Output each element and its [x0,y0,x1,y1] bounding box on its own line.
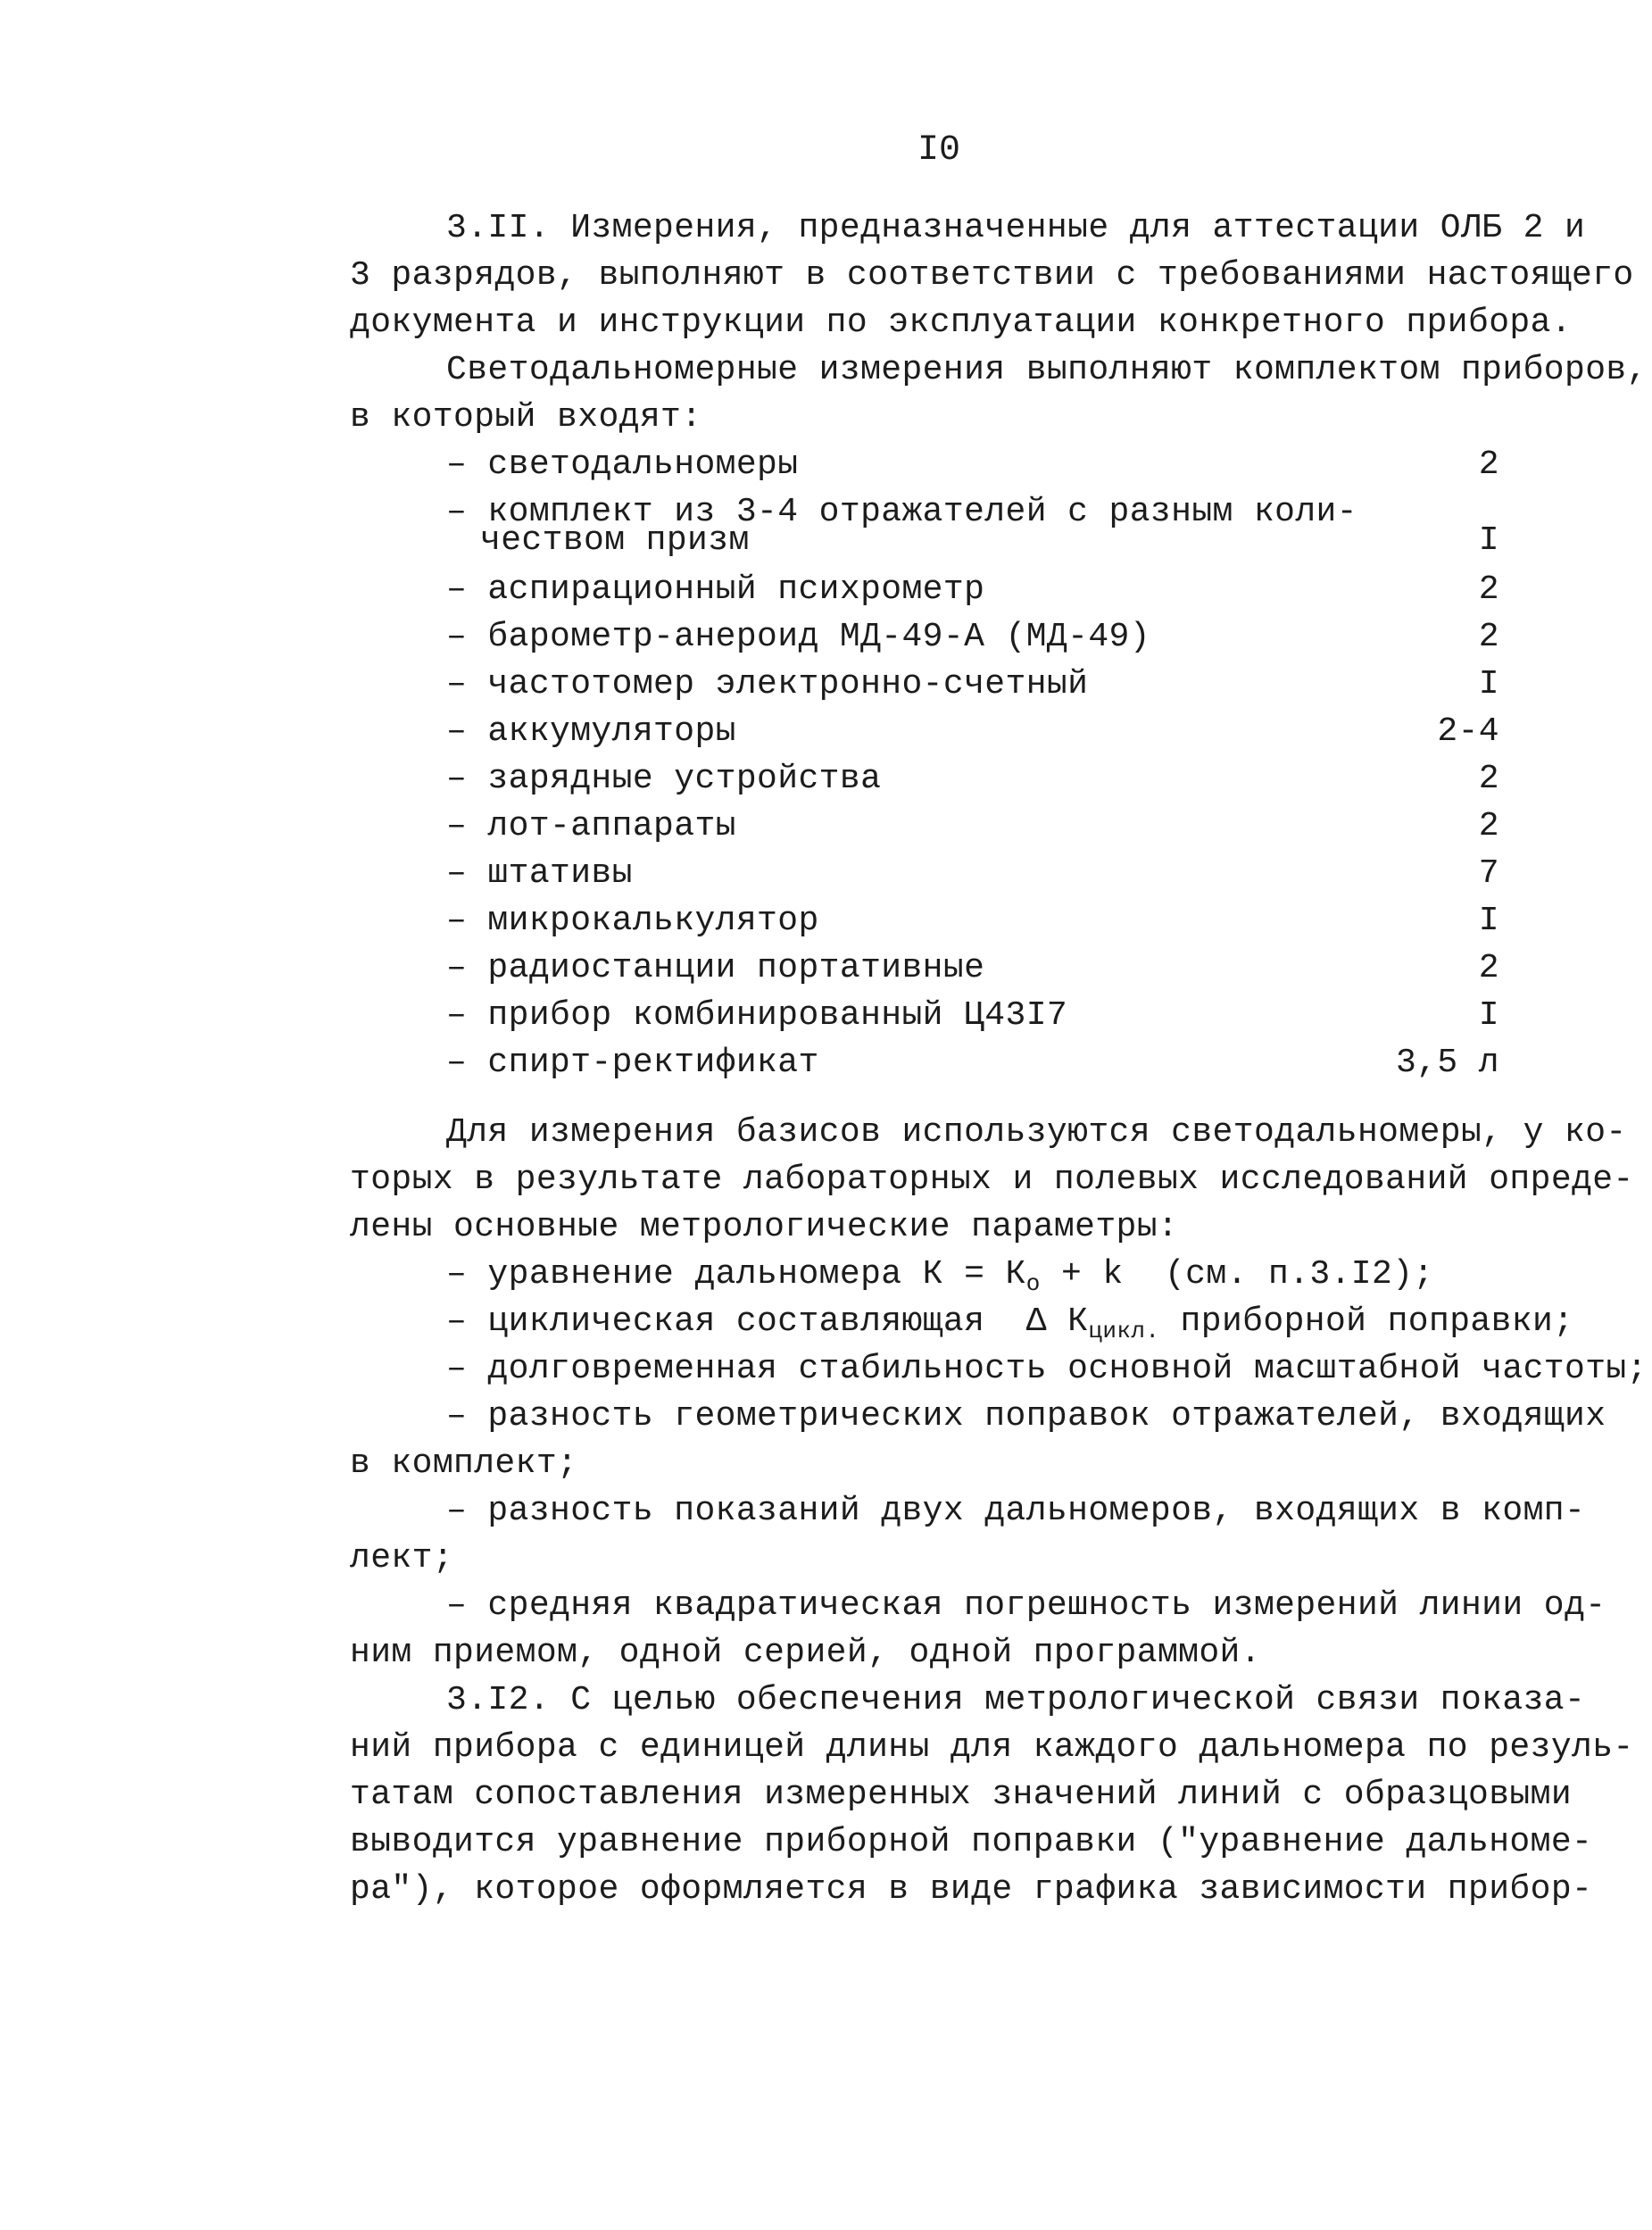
equipment-label: – частотомер электронно-счетный [446,665,1089,703]
equipment-label: – спирт-ректификат [446,1044,819,1082]
equipment-qty: 2 [1478,760,1499,798]
equipment-qty: 2 [1478,949,1499,987]
param-long-term-stability: – долговременная стабильность основной масштабной частоты; [446,1350,1648,1388]
param-mean-square-error-line-1: – средняя квадратическая погрешность измерений линии од- [446,1586,1606,1625]
kit-intro-line-2: в который входят: [350,398,702,437]
equipment-qty: 2 [1478,618,1499,656]
equipment-qty: 2-4 [1437,712,1499,751]
equipment-label: – радиостанции портативные [446,949,985,987]
paragraph-311-line-2: 3 разрядов, выполняют в соответствии с требованиями настоящего [350,256,1634,295]
param-reflector-difference-line-1: – разность геометрических поправок отражателей, входящих [446,1397,1606,1435]
param-subscript: цикл. [1088,1318,1160,1344]
equipment-label: – комплект из 3-4 отражателей с разным коли- [446,493,1357,531]
equipment-qty: 2 [1478,445,1499,484]
equipment-label: – аспирационный психрометр [446,570,985,609]
equipment-label: – светодальномеры [446,445,799,484]
param-reflector-difference-line-2: в комплект; [350,1444,578,1483]
equipment-label: – аккумуляторы [446,712,736,751]
equipment-qty: 2 [1478,570,1499,609]
equipment-label: – штативы [446,854,633,893]
param-readings-difference-line-2: лект; [350,1539,454,1577]
equipment-qty: 7 [1478,854,1499,893]
equipment-label: – микрокалькулятор [446,902,819,940]
equipment-qty: 3,5 л [1395,1044,1499,1082]
equipment-label: – прибор комбинированный Ц43I7 [446,996,1068,1035]
param-text: приборной поправки; [1159,1302,1574,1341]
param-text: – уравнение дальномера К = К [446,1255,1026,1294]
param-rangefinder-equation [446,1253,1434,1296]
params-intro-line-1: Для измерения базисов используются светодальномеры, у ко- [446,1113,1627,1152]
equipment-qty: I [1478,665,1499,703]
params-intro-line-3: лены основные метрологические параметры: [350,1208,1179,1246]
equipment-qty: I [1478,902,1499,940]
param-mean-square-error-line-2: ним приемом, одной серией, одной программой. [350,1634,1261,1672]
equipment-qty: I [1478,996,1499,1035]
equipment-qty: I [1478,521,1499,560]
param-cyclic-component [446,1301,1573,1344]
paragraph-312-line-1: 3.I2. С целью обеспечения метрологической связи показа- [446,1681,1586,1719]
kit-intro-line-1: Светодальномерные измерения выполняют комплектом приборов, [446,351,1648,389]
params-intro-line-2: торых в результате лабораторных и полевых исследований опреде- [350,1161,1634,1199]
paragraph-312-line-2: ний прибора с единицей длины для каждого дальномера по резуль- [350,1728,1634,1767]
param-subscript: o [1025,1270,1041,1297]
paragraph-312-line-5: ра"), которое оформляется в виде графика зависимости прибор- [350,1870,1593,1909]
equipment-qty: 2 [1478,807,1499,845]
equipment-label: – барометр-анероид МД-49-А (МД-49) [446,618,1150,656]
equipment-label: – лот-аппараты [446,807,736,845]
equipment-item [446,491,1499,562]
paragraph-311-line-3: документа и инструкции по эксплуатации конкретного прибора. [350,304,1573,342]
paragraph-312-line-3: татам сопоставления измеренных значений линий с образцовыми [350,1776,1573,1814]
paragraph-311-line-1: 3.II. Измерения, предназначенные для аттестации ОЛБ 2 и [446,209,1586,247]
param-readings-difference-line-1: – разность показаний двух дальномеров, входящих в комп- [446,1492,1586,1530]
equipment-label: – зарядные устройства [446,760,882,798]
param-text: + k (см. п.3.I2); [1040,1255,1434,1294]
page-number: I0 [917,130,961,171]
param-text: – циклическая составляющая Δ К [446,1302,1089,1341]
paragraph-312-line-4: выводится уравнение приборной поправки ("уравнение дальноме- [350,1823,1593,1861]
equipment-label-continuation: чеством призм [480,521,750,560]
